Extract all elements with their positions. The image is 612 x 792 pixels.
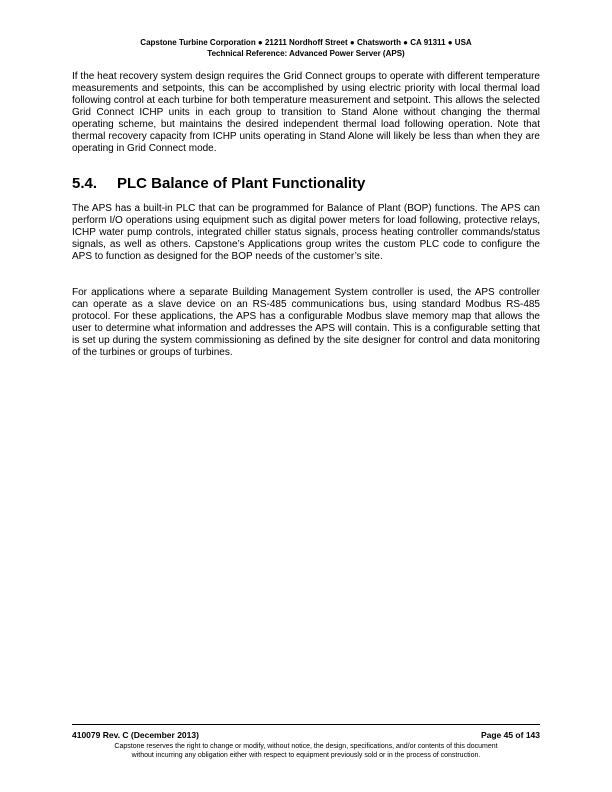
page-footer [72, 730, 540, 741]
section-number: 5.4. [72, 175, 98, 192]
footer-disclaimer [72, 742, 540, 760]
footer-disclaimer-line: Capstone reserves the right to change or modify, without notice, the design, specifications, and/or contents of this document [114, 743, 498, 750]
footer-divider [72, 724, 540, 725]
section-title: PLC Balance of Plant Functionality [117, 175, 366, 192]
footer-disclaimer-line: without incurring any obligation either with respect to equipment previously sold or in the process of construction. [131, 752, 481, 759]
body-paragraph: If the heat recovery system design requires the Grid Connect groups to operate with different temperature measurements and setpoints, this can be accomplished by using electric priority with local thermal load following control at each turbine for both temperature measurement and setpoint. This allows the selected Grid Connect ICHP units in each group to transition to Stand Alone without changing the thermal operating scheme, but maintains the desired independent thermal load following operation. Note that thermal recovery capacity from ICHP units operating in Stand Alone will likely be less than when they are operating in Grid Connect mode. [72, 71, 540, 154]
footer-doc-id: 410079 Rev. C (December 2013) [72, 730, 199, 740]
header-company-address: Capstone Turbine Corporation ● 21211 Nordhoff Street ● Chatsworth ● CA 91311 ● USA [140, 38, 472, 47]
footer-page-number: Page 45 of 143 [480, 730, 540, 740]
body-paragraph: The APS has a built-in PLC that can be programmed for Balance of Plant (BOP) functions. The APS can perform I/O operations using equipment such as digital power meters for load following, protective relays, ICHP water pump controls, integrated chiller status signals, process heating controller commands/status signals, as well as others. Capstone’s Applications group writes the custom PLC code to configure the APS to function as designed for the BOP needs of the customer’s site. [72, 203, 540, 262]
page-header [0, 37, 612, 59]
body-paragraph: For applications where a separate Building Management System controller is used, the APS controller can operate as a slave device on an RS-485 communications bus, using standard Modbus RS-485 protocol. For these applications, the APS has a configurable Modbus slave memory map that allows the user to determine what information and addresses the APS will contain. This is a configurable setting that is set up during the system commissioning as defined by the site designer for control and data monitoring of the turbines or groups of turbines. [72, 287, 540, 358]
section-heading [72, 175, 365, 193]
header-document-title: Technical Reference: Advanced Power Server (APS) [207, 49, 405, 58]
